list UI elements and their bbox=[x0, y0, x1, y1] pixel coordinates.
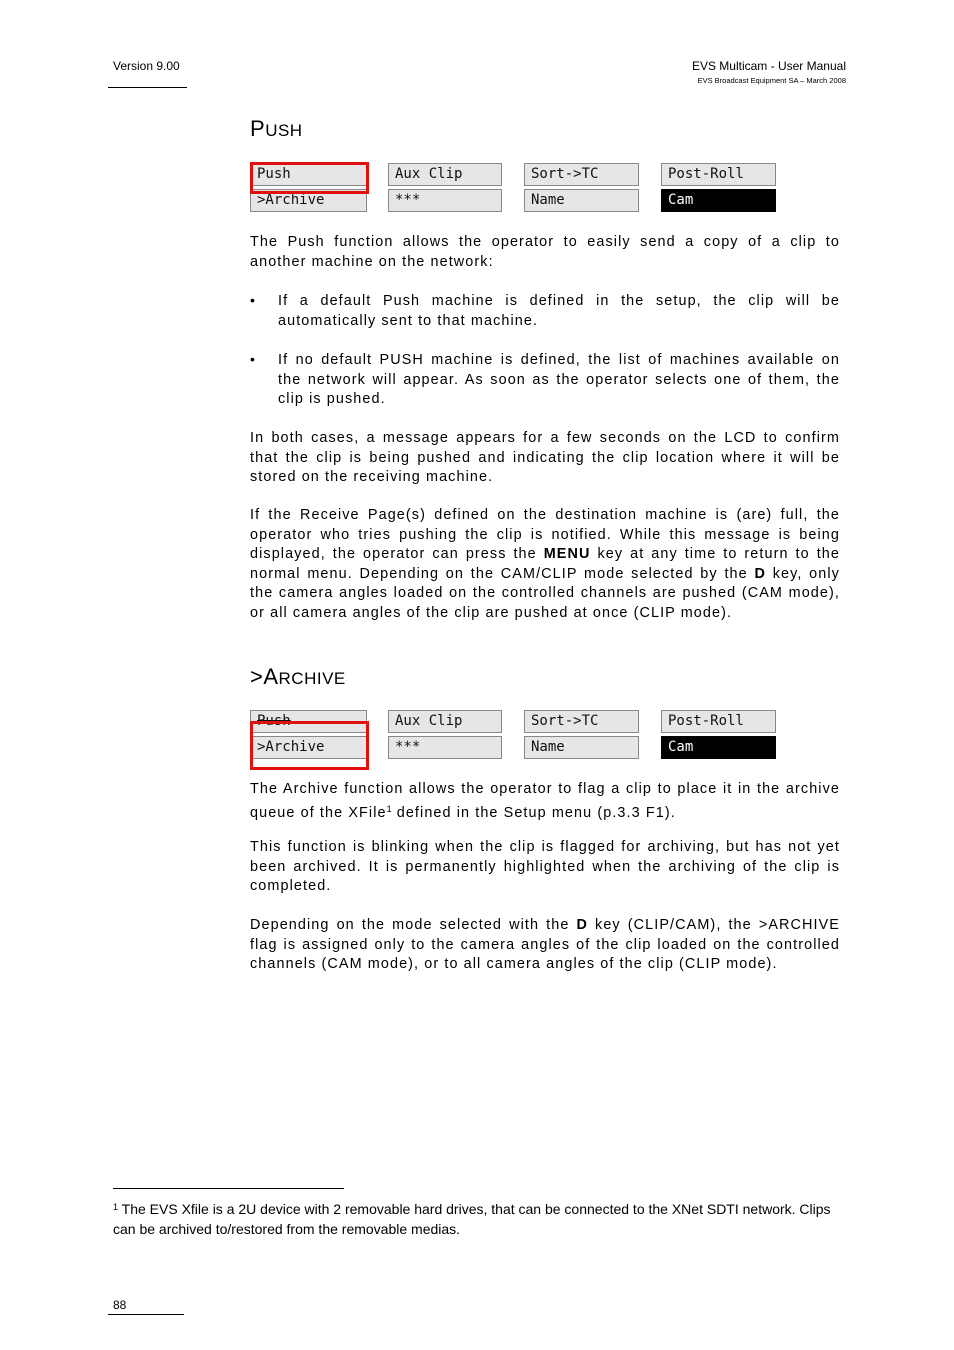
lcd-cell-aux-clip: Aux Clip bbox=[388, 163, 502, 186]
lcd-cell-post-roll: Post-Roll bbox=[661, 163, 776, 186]
header-left-rule bbox=[108, 87, 187, 88]
lcd-cell-aux-clip: Aux Clip bbox=[388, 710, 502, 733]
lcd-cell-push: Push bbox=[250, 710, 367, 733]
manual-subtitle: EVS Broadcast Equipment SA – March 2008 bbox=[697, 76, 846, 85]
lcd-display-archive bbox=[250, 710, 776, 762]
push-paragraph-3: If the Receive Page(s) defined on the destination machine is (are) full, the operator who tries pushing the clip is notified. While this message is being displayed, the operator can press the MENU key at any time to return to the normal menu. Depending on the CAM/CLIP mode selected by the D key, only the camera angles loaded on the controlled channels are pushed (CAM mode), or all camera angles of the clip are pushed at once (CLIP mode). bbox=[250, 507, 841, 621]
version-label: Version 9.00 bbox=[113, 59, 180, 73]
archive-paragraph-3: Depending on the mode selected with the D key (CLIP/CAM), the >ARCHIVE flag is assigned only to the camera angles of the clip loaded on the controlled channels (CAM mode), or to all camera angles of the clip (CLIP mode). bbox=[250, 917, 840, 972]
section-heading-archive: >ARCHIVE bbox=[250, 664, 346, 689]
bullet-text: If no default PUSH machine is defined, the list of machines available on the network will appear. As soon as the operator selects one of them, the clip is pushed. bbox=[278, 352, 840, 407]
menu-key: MENU bbox=[543, 546, 591, 562]
push-paragraph-2: In both cases, a message appears for a few seconds on the LCD to confirm that the clip is being pushed and indicating the clip location where it will be stored on the receiving machine. bbox=[250, 430, 840, 485]
footnote-ref: 1 bbox=[386, 803, 392, 814]
lcd-cell-name: Name bbox=[524, 736, 639, 759]
archive-paragraph-1: The Archive function allows the operator to flag a clip to place it in the archive queue of the XFile$^1$ defined in the Setup menu (p.3.3 F1). bbox=[250, 781, 840, 821]
page-number: 88 bbox=[113, 1298, 127, 1312]
lcd-cell-name: Name bbox=[524, 189, 639, 212]
lcd-cell-archive: >Archive bbox=[250, 736, 367, 759]
page-number-rule bbox=[108, 1314, 184, 1315]
lcd-cell-post-roll: Post-Roll bbox=[661, 710, 776, 733]
highlight-box-push bbox=[250, 162, 369, 194]
d-key: D bbox=[754, 565, 766, 582]
bullet-icon: • bbox=[250, 292, 255, 308]
lcd-cell-sort-tc: Sort->TC bbox=[524, 163, 639, 186]
manual-title: EVS Multicam - User Manual bbox=[691, 59, 846, 73]
lcd-cell-push: Push bbox=[250, 163, 367, 186]
bullet-text: If a default Push machine is defined in the setup, the clip will be automatically sent to that machine. bbox=[278, 293, 840, 329]
footnote-rule bbox=[113, 1188, 344, 1189]
footnote: $^1$ The EVS Xfile is a 2U device with 2 removable hard drives, that can be connected to the XNet SDTI network. Clips can be archived to/restored from the removable medias. bbox=[113, 1201, 831, 1237]
lcd-cell-cam: Cam bbox=[661, 736, 776, 759]
lcd-cell-stars: *** bbox=[388, 736, 502, 759]
section-heading-push: PUSH bbox=[250, 116, 303, 141]
d-key: D bbox=[576, 917, 588, 933]
lcd-cell-cam: Cam bbox=[661, 189, 776, 212]
lcd-cell-sort-tc: Sort->TC bbox=[524, 710, 639, 733]
bullet-icon: • bbox=[250, 351, 255, 367]
push-intro: The Push function allows the operator to easily send a copy of a clip to another machine on the network: bbox=[250, 234, 840, 270]
archive-paragraph-2: This function is blinking when the clip is flagged for archiving, but has not yet been archived. It is permanently highlighted when the archiving of the clip is completed. bbox=[250, 839, 840, 894]
highlight-box-archive bbox=[250, 721, 369, 770]
lcd-cell-stars: *** bbox=[388, 189, 502, 212]
lcd-display-push bbox=[250, 163, 776, 215]
lcd-cell-archive: >Archive bbox=[250, 189, 367, 212]
